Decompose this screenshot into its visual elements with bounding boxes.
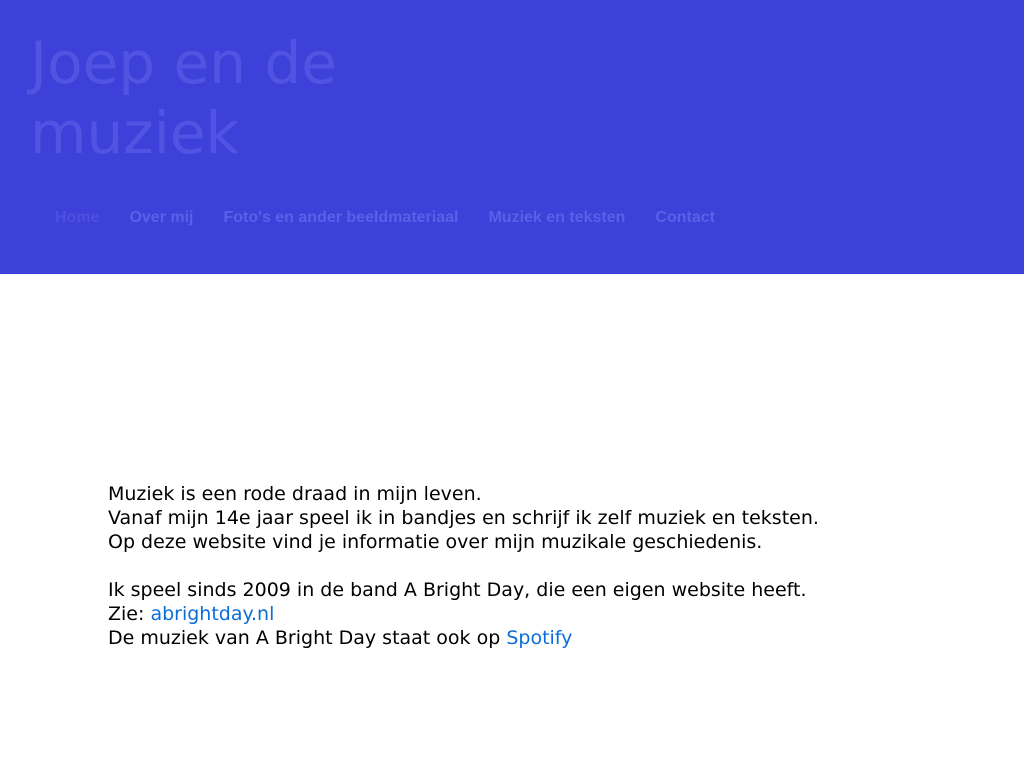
intro-line-3: Op deze website vind je informatie over mijn muzikale geschiedenis. <box>108 531 763 553</box>
main-navigation <box>40 203 730 233</box>
nav-entry-over-mij <box>114 203 208 233</box>
site-header <box>0 0 1024 274</box>
nav-item-fotos[interactable]: Foto's en ander beeldmateriaal <box>223 209 459 226</box>
band-line: Ik speel sinds 2009 in de band A Bright Day, die een eigen website heeft. <box>108 579 807 601</box>
nav-entry-fotos <box>208 203 473 233</box>
nav-entry-muziek-en-teksten <box>473 203 640 233</box>
nav-entry-home <box>40 203 114 233</box>
nav-item-contact[interactable]: Contact <box>655 209 715 226</box>
paragraph-gap <box>108 554 928 578</box>
spotify-line <box>108 626 928 650</box>
intro-line-1: Muziek is een rode draad in mijn leven. <box>108 483 482 505</box>
abrightday-link[interactable]: abrightday.nl <box>150 603 275 625</box>
nav-item-home[interactable]: Home <box>55 209 100 226</box>
intro-line-2: Vanaf mijn 14e jaar speel ik in bandjes en schrijf ik zelf muziek en teksten. <box>108 507 819 529</box>
page-content <box>108 482 928 650</box>
nav-item-muziek-en-teksten[interactable]: Muziek en teksten <box>488 209 626 226</box>
band-website-line <box>108 602 928 626</box>
spotify-link[interactable]: Spotify <box>506 627 573 649</box>
site-title[interactable]: Joep en de muziek <box>30 29 337 167</box>
nav-entry-contact <box>640 203 730 233</box>
spotify-prefix: De muziek van A Bright Day staat ook op <box>108 627 507 649</box>
nav-item-over-mij[interactable]: Over mij <box>129 209 194 226</box>
band-website-prefix: Zie: <box>108 603 151 625</box>
